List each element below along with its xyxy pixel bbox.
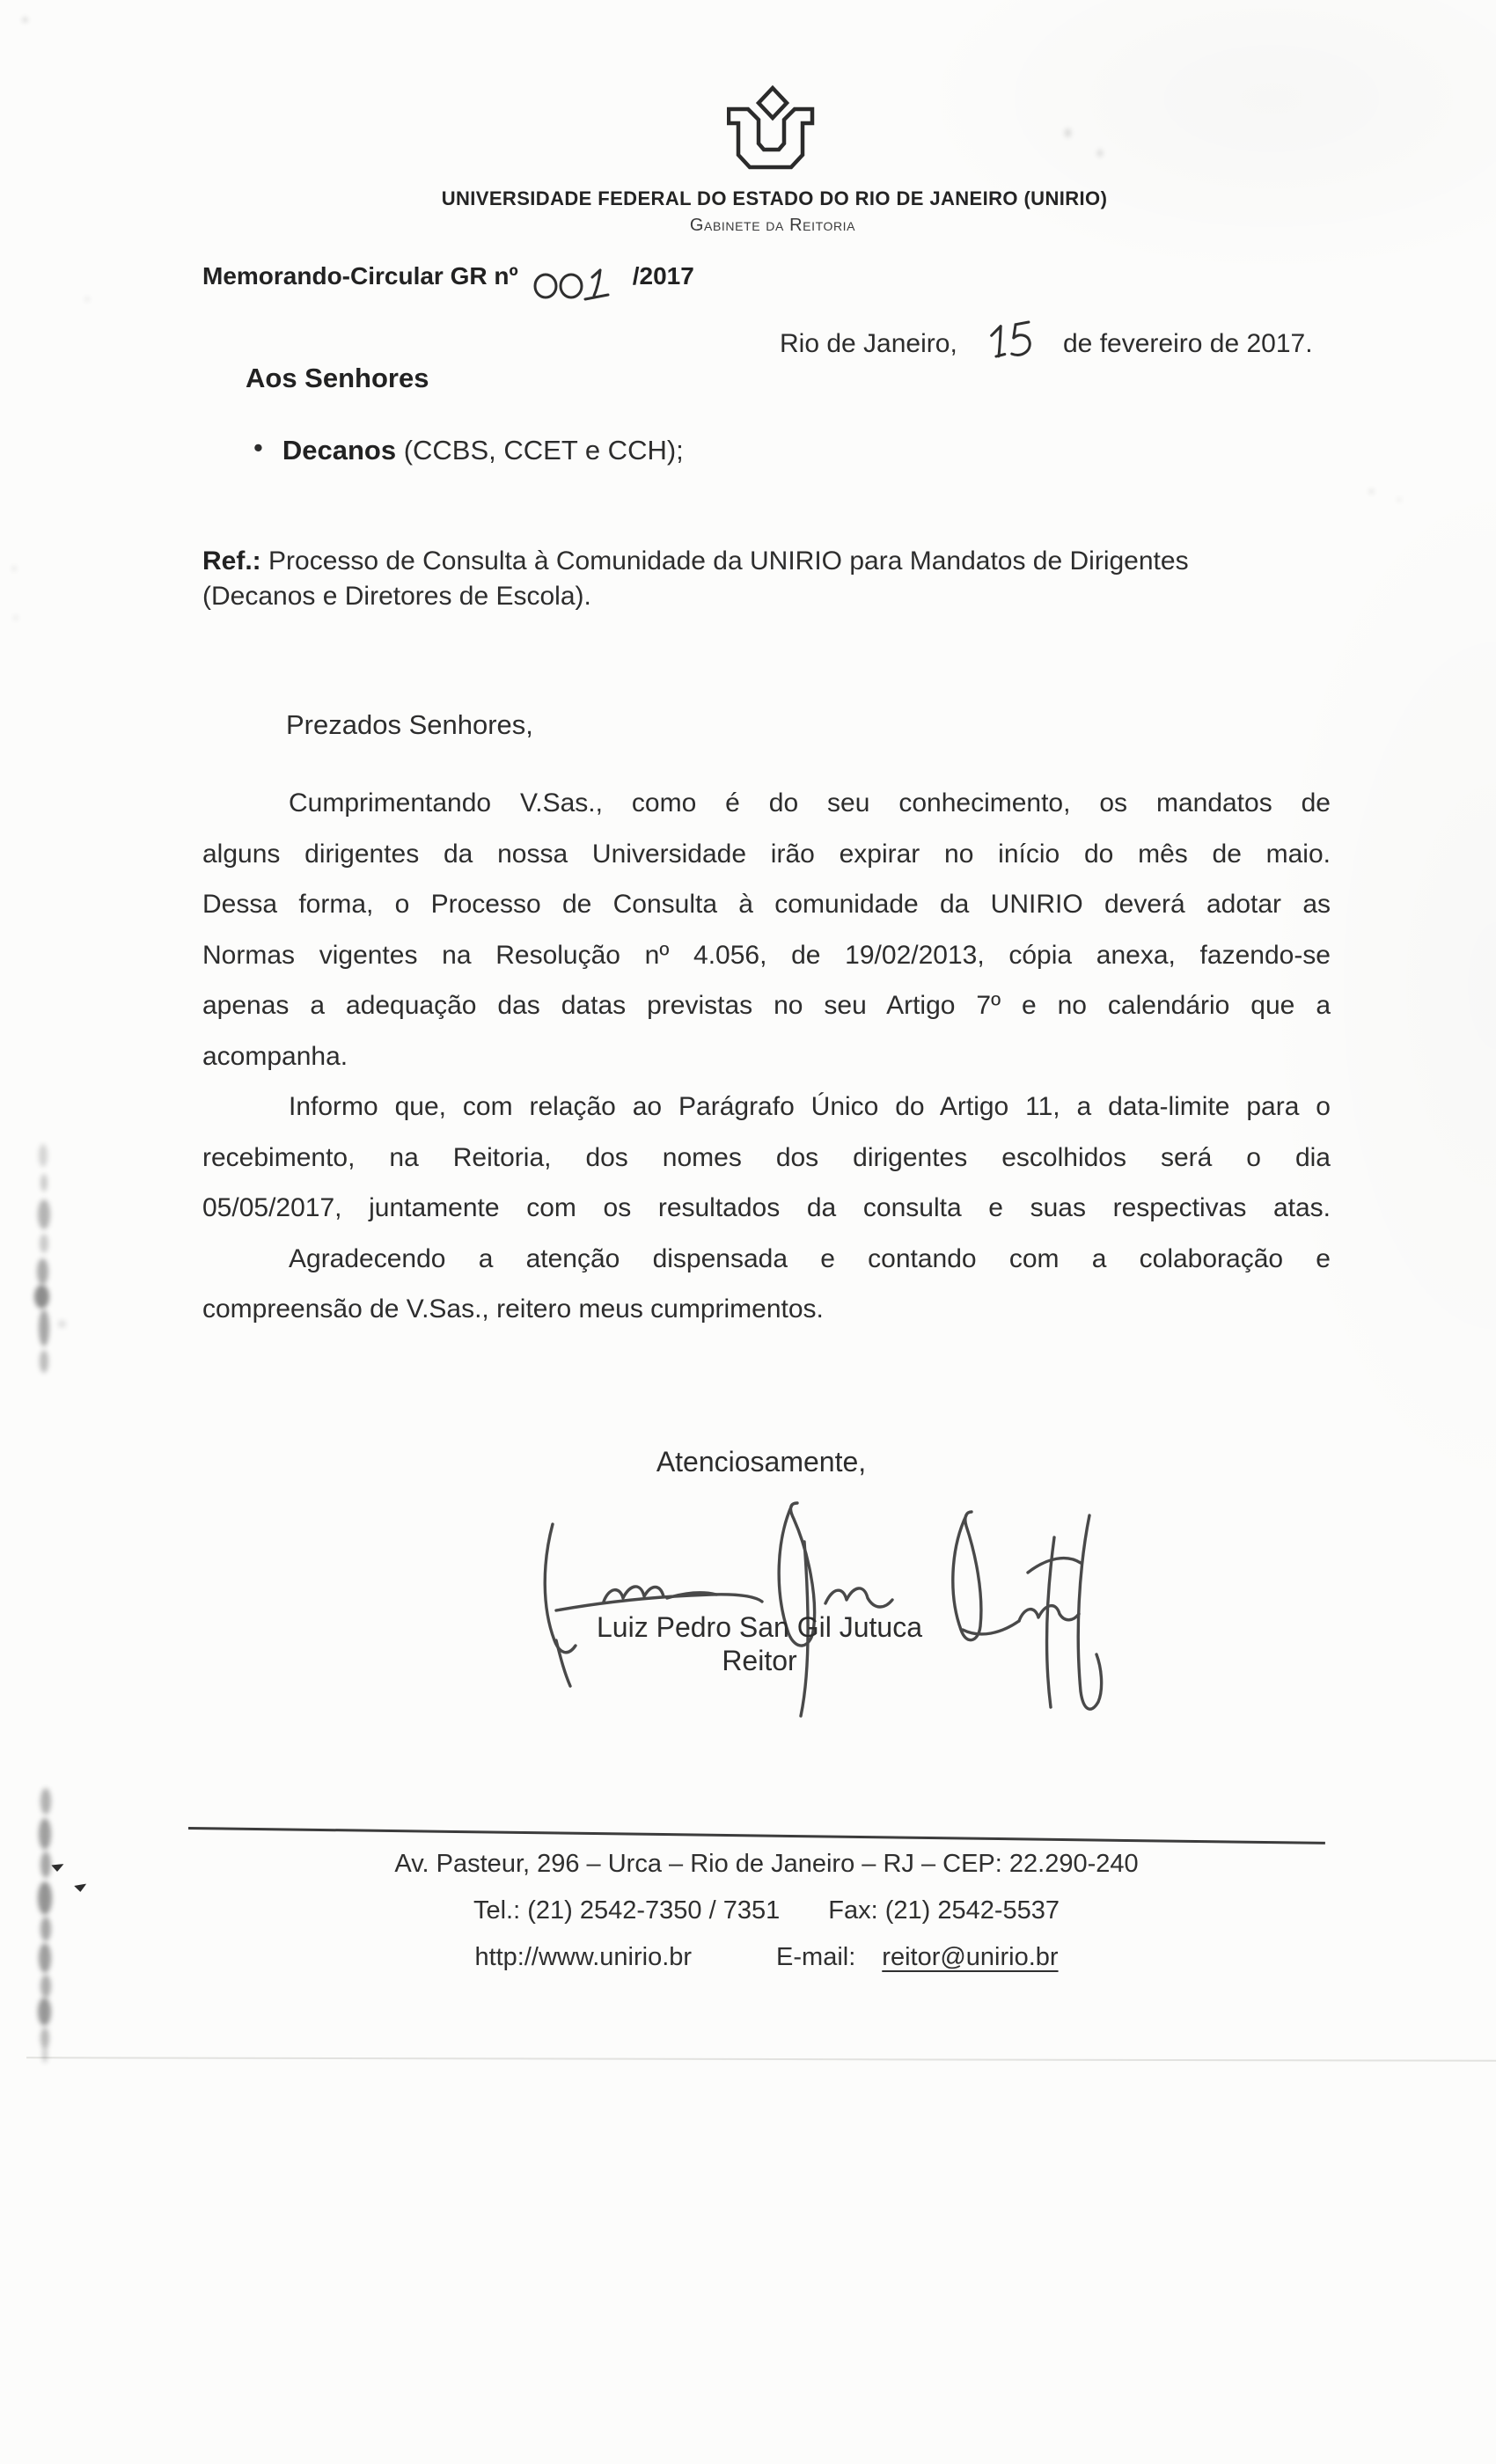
footer-phones xyxy=(199,1888,1334,1934)
scan-smudge xyxy=(1369,489,1374,494)
scan-smudge xyxy=(38,1998,51,2026)
body-line: Agradecendo a atenção dispensada e contando com a colaboração e xyxy=(289,1243,1331,1273)
body-line: Normas vigentes na Resolução nº 4.056, de 19/02/2013, cópia anexa, fazendo-se xyxy=(202,940,1331,970)
recipients-heading: Aos Senhores xyxy=(246,363,429,393)
body-line: Informo que, com relação ao Parágrafo Único do Artigo 11, a data-limite para o xyxy=(289,1092,1331,1121)
scan-smudge xyxy=(42,2047,48,2063)
footer-url: http://www.unirio.br xyxy=(474,1943,693,1971)
scan-mark xyxy=(50,1862,63,1873)
handwritten-memo-number xyxy=(531,261,619,305)
footer-tel: Tel.: (21) 2542-7350 / 7351 xyxy=(473,1896,781,1925)
reference-line1: Ref.: Processo de Consulta à Comunidade da UNIRIO para Mandatos de Dirigentes xyxy=(202,546,1189,576)
footer xyxy=(199,1841,1334,1981)
reference-line2: (Decanos e Diretores de Escola). xyxy=(202,582,591,611)
body-line: alguns dirigentes da nossa Universidade irão expirar no início do mês de maio. xyxy=(202,839,1331,869)
scan-smudge xyxy=(12,567,16,570)
scan-smudge xyxy=(34,1285,49,1309)
recipient-name: Decanos xyxy=(282,435,397,466)
scan-smudge xyxy=(14,616,18,620)
memo-label: Memorando-Circular GR nº xyxy=(202,262,518,290)
scan-smudge xyxy=(23,18,27,22)
memo-number-line xyxy=(202,261,694,305)
footer-web xyxy=(199,1934,1334,1981)
body-line: compreensão de V.Sas., reitero meus cumprimentos. xyxy=(202,1294,824,1324)
scan-smudge xyxy=(39,1943,51,1973)
office-name: Gabinete da Reitoria xyxy=(689,216,856,235)
scan-smudge xyxy=(85,297,89,301)
scan-smudge xyxy=(40,1350,48,1373)
scan-edge-line xyxy=(26,2057,1496,2061)
university-name: UNIVERSIDADE FEDERAL DO ESTADO DO RIO DE JANEIRO (UNIRIO) xyxy=(441,187,1108,209)
body-line: apenas a adequação das datas previstas no seu Artigo 7º e no calendário que a xyxy=(202,991,1331,1020)
bullet-icon: • xyxy=(253,432,263,463)
scan-smudge xyxy=(40,1852,51,1878)
scan-smudge xyxy=(1097,150,1103,157)
scan-smudge xyxy=(39,1818,51,1850)
letter-body xyxy=(202,778,1331,1335)
recipient-item xyxy=(253,432,684,466)
scan-smudge xyxy=(40,1975,51,1998)
memo-year: /2017 xyxy=(632,262,694,290)
scan-smudge xyxy=(40,1174,48,1192)
scan-smudge xyxy=(38,1881,52,1915)
recipient-detail: (CCBS, CCET e CCH); xyxy=(396,435,684,466)
scan-smudge xyxy=(1065,128,1071,137)
footer-fax: Fax: (21) 2542-5537 xyxy=(828,1896,1060,1925)
handwritten-day xyxy=(981,315,1045,366)
signer-role: Reitor xyxy=(722,1645,797,1676)
scan-mark xyxy=(74,1883,87,1893)
body-line: recebimento, na Reitoria, dos nomes dos dirigentes escolhidos será o dia xyxy=(202,1142,1331,1172)
body-line: Cumprimentando V.Sas., como é do seu conhecimento, os mandatos de xyxy=(289,788,1331,818)
scan-smudge xyxy=(39,1144,48,1167)
scan-smudge xyxy=(40,1788,51,1815)
footer-address: Av. Pasteur, 296 – Urca – Rio de Janeiro – RJ – CEP: 22.290-240 xyxy=(394,1850,1139,1878)
reference-block xyxy=(202,544,1355,614)
signer-name: Luiz Pedro San Gil Jutuca xyxy=(597,1611,922,1643)
footer-email-link: reitor@unirio.br xyxy=(882,1943,1059,1971)
body-line: acompanha. xyxy=(202,1041,348,1071)
footer-email-label: E-mail: xyxy=(776,1943,856,1971)
date-prefix: Rio de Janeiro, xyxy=(780,329,957,358)
scan-smudge xyxy=(40,1234,48,1253)
scan-smudge xyxy=(40,1917,51,1941)
reference-label: Ref.: xyxy=(202,546,261,576)
scan-smudge xyxy=(58,1320,66,1328)
scan-smudge xyxy=(37,1258,48,1285)
body-line: 05/05/2017, juntamente com os resultados da consulta e suas respectivas atas. xyxy=(202,1193,1331,1222)
date-suffix: de fevereiro de 2017. xyxy=(1063,329,1313,358)
scan-smudge xyxy=(38,1199,50,1229)
scan-smudge xyxy=(39,1309,49,1346)
scan-smudge xyxy=(40,2028,49,2049)
closing-word: Atenciosamente, xyxy=(656,1446,867,1478)
body-line: Dessa forma, o Processo de Consulta à comunidade da UNIRIO deverá adotar as xyxy=(202,890,1331,919)
salutation: Prezados Senhores, xyxy=(286,709,533,740)
unirio-logo-icon xyxy=(727,84,829,177)
scan-smudge xyxy=(1397,498,1401,502)
